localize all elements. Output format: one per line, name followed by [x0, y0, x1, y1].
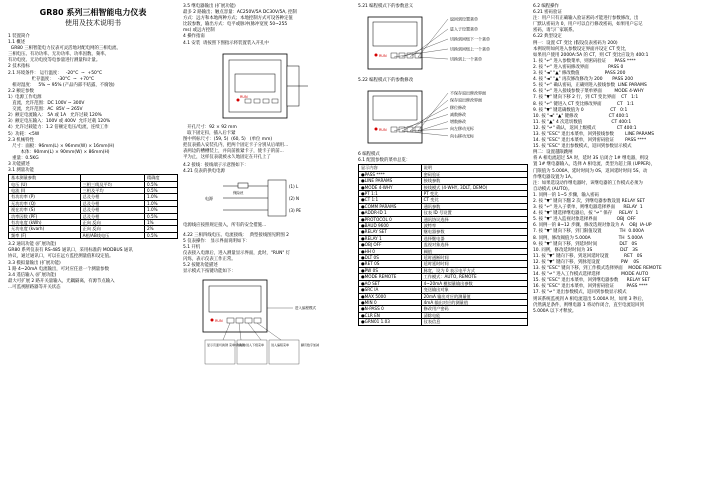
prog-line: 10. 按 "◄" "▲" 键修改 CT 400:1	[533, 113, 629, 119]
install-line: 方式：远方和本地两种方式；本地控制方式可设各种定值	[183, 16, 293, 22]
prog-line: 门限值为 5.000A，延时时间为 0S，返回延时时间 5S，动	[533, 168, 648, 174]
prog-line: 15. 按 "ESC" 退出本菜单，回到继电器参数 RELAY SET	[533, 278, 651, 284]
prog-line: 8. 同例，修改阈值为 5.000A TH 5.000A	[533, 235, 643, 241]
intro-line: 5）功耗：<5W	[8, 131, 40, 137]
callout-label: 返回到设置菜单	[450, 16, 478, 22]
menu-row: ●DLT 0S 延时通断时间	[359, 255, 528, 261]
prog-line: 12. 按 "↵" 确认，返回上级模式 CT 400:1	[533, 125, 637, 131]
wiring-figure	[183, 178, 353, 220]
tail-line: 3.2 通讯功能 (扩展功能)	[8, 242, 57, 248]
operation-line: 闪烁，表示仪表工作正常。	[183, 256, 236, 262]
prog-line: 9. 按 "▼" 键向下移，到延时时间 DLT 0S	[533, 241, 638, 247]
menu-row: ●RELAY 1 选择继电器	[359, 235, 528, 241]
prog-edit-diagram	[358, 87, 528, 149]
tail-line: ...可监视断路器等开关状态	[8, 284, 61, 290]
prog-line: 6.22 典型设定	[533, 34, 562, 40]
prog-line: 3. 按 "↵" 进入子菜单，则继电器选择界面 RELAY 1	[533, 205, 643, 211]
intro-line: GR80 三相智能电力仪表可灵活地对配电网的三相电流、	[8, 46, 121, 52]
callout-label: 进入子设置菜单	[450, 26, 478, 32]
prog-line: 6.21 密码验证	[533, 10, 562, 16]
prog-heading: 5.21 编程模式下的参数意义	[358, 4, 414, 9]
run-label-2: RUN	[215, 319, 223, 324]
prog-line: 置 1# 继电器输入，选择 A 相电流，类型为超上限 (UPPER)，	[533, 162, 656, 168]
prog-line: 8. 按 "↵" 键进入 CT 变比修改界面 CT 1:1	[533, 101, 634, 107]
menu-row: ●PASS **** 密码验证	[359, 171, 528, 177]
intro-line: 2.3 机械特性	[8, 137, 34, 143]
menu-row: ●PW 0S 脉宽，设为 0 表示电平方式	[359, 267, 528, 273]
callout-label: 移位修改	[450, 104, 466, 110]
menu-row: ●CT 1:1 CT 变比	[359, 197, 528, 203]
prog-line: 11. 按 "▲" 4 次选切数值 CT 400:1	[533, 119, 632, 125]
menu-row: ●CLR EN 清除电能	[359, 312, 528, 318]
prog-line: 注：如果选设动作继电器时，该继电器的工作模式必须为	[533, 180, 643, 186]
table-row: 功率因数 (PF) 总及分相 0.5%	[9, 213, 178, 219]
prog-line: 1. 同例一的 1~5 步骤，输入密码	[533, 192, 599, 198]
tail-line: 1 路 4~20mA 电流输出，可对应任意一个测量参数	[8, 266, 109, 272]
prog-line: 例一：设置 CT 变比 (假设仪表密码为 200)	[533, 40, 618, 46]
prog-line: 11. 按 "▼" 键向下移，到返回延时设置 RET 0S	[533, 253, 643, 259]
tail-line: 3.4 遥信输入 (扩展功能)	[8, 272, 57, 278]
prog-line: 自动模式 (AUTO)。	[533, 186, 573, 192]
prog-line: 15. 按 "ESC" 退出参数模式，返回到参数显示模式	[533, 144, 632, 150]
prog-line: 2. 按 "↵" 进入密码修改界面 PASS 0	[533, 64, 624, 70]
menu-row: ●SRC IA 变送输出对象	[359, 287, 528, 293]
enter-mode-label: 进入编程模式	[295, 306, 316, 311]
prog-line: 7. 按 "▼" 键向下移，到门限值设置 TH 0.000A	[533, 229, 644, 235]
operation-line: 5.1 开机	[183, 244, 201, 250]
terminal-2: (2) N	[289, 196, 299, 202]
prog-line: 例二：设置越限跳闸	[533, 150, 573, 156]
callout-label: 保存退出修改界面	[450, 97, 482, 103]
prog-line: 则该系统监视到 A 相电流超出 5.000A 时，如果 3 秒后，	[533, 296, 647, 302]
prog-line: 16. 按 "ESC" 退出本菜单，回到密码验证 PASS ****	[533, 284, 648, 290]
intro-line: 有功电度、无功电度等电参量进行测量和计量。	[8, 58, 101, 64]
table-row: 无功功率 (Q) 总及分相 1.0%	[9, 200, 178, 206]
power-wiring-diagram	[183, 178, 353, 220]
tail-line: 最大可扩展 2 路开关量输入，光耦隔离，有源节点输入	[8, 278, 115, 284]
prog-line: 17. 按 "↵" 退出参数模式，返回到参数显示模式	[533, 290, 627, 296]
callout-label: 减数修改	[450, 112, 466, 118]
power-label: 电源	[205, 196, 213, 202]
intro-line: 2.2 额定参数	[8, 88, 34, 94]
prog-line: 厂默认密码为 0，用户可以自行修改密码，如果用户忘记	[533, 22, 643, 28]
panel-keys-diagram	[183, 278, 353, 370]
prog-line: 6. 按 "↵" 进入接线参数子菜单界面 MODE 4-WHY	[533, 89, 644, 95]
intro-line: 1 装置简介	[8, 34, 30, 39]
menu-row: ●PROTOCOL 0 通讯协议选择	[359, 216, 528, 222]
prog-line: 5. 按 "↵" 确认密码，正确则进入接线参数 LINE PARAMS	[533, 83, 647, 89]
prog-line: 9. 按 "▼" 键选确数值为 0 CT 0:1	[533, 107, 628, 113]
prog-line: 5.000A 以下才释放。	[533, 308, 577, 314]
table-row: 电压 (U) 三相三线及平均 0.5%	[9, 181, 178, 187]
intro-line: 本体：90mm(L) × 90mm(W) × 86mm(H)	[8, 149, 110, 155]
prog-line: 14. 按 "↵" 进入工作模式选择选择 MODE AUTO	[533, 272, 649, 278]
prog-line: 6.2 编程操作	[533, 4, 559, 9]
tail-line: GR80 系列仪表有 RS-485 通讯口，采用标准的 MODBUS 通讯	[8, 248, 133, 254]
doc-subtitle: 使用及技术说明书	[65, 19, 121, 27]
menu-row: ●N-PASS 0 修改用户密码	[359, 306, 528, 312]
operation-text	[183, 233, 353, 276]
intro-line: 1）电源工作电源	[8, 94, 42, 100]
prog-line: 14. 按 "ESC" 退出本菜单，回到密码验证 PASS ****	[533, 138, 647, 144]
wiring-text	[183, 163, 353, 175]
install-note-line: 平为止，这样仪表就被永久地固定在开孔上了	[183, 155, 271, 161]
key-left[interactable]	[236, 318, 243, 323]
operation-line: 4.22 三相四线电压、电流接线： 典型接线图见附图 2	[183, 232, 289, 238]
install-line: ms) 或远方控制	[183, 28, 215, 34]
prog-keys-diagram	[358, 13, 528, 75]
prog-line: 7. 按 "▼" 键向下移 2 行，到 CT 变比界面 CT 1:1	[533, 95, 639, 101]
run-label: RUN	[240, 94, 248, 99]
key-note-1: 显示页面切换键 菜单/确认键	[207, 343, 245, 348]
menu-row: ●LINE PARAMS 接线参数	[359, 178, 528, 184]
prog-line: 4. 按 "◄" "▲" 再次修改修改为 200 PASS 200	[533, 77, 633, 83]
install-note-line: 把仪表插入安装孔内，把两个固定卡子分别从后端用...	[183, 142, 289, 148]
table-row: 无功电度 (kvarh) 正向 反向 2%	[9, 226, 178, 232]
intro-line: 直流，允许范围：DC 100V ~ 300V	[8, 101, 85, 107]
key-note-4: 翻页数字加减	[301, 343, 320, 348]
prog-line: 将 A 相电流超过 5A 时，延时 3S 后闭合 1# 继电器，则设	[533, 156, 649, 162]
prog-line: 仍然满足条件，则继电器 1 将动作闭合，直至电流返回到	[533, 302, 644, 308]
intro-line: 三相电压、有功功率、无功功率、功率因数、频率、	[8, 52, 109, 58]
column-3	[358, 0, 528, 504]
menu-row: ●MODE 4-WHY 接线模式 (4-WHY, 3DLT, DEMO)	[359, 184, 528, 190]
menu-row: ●OBJ OFF 监视对象选择	[359, 242, 528, 248]
tail-line: 协议，通过通讯口，可以在远方监控测量值和设定值。	[8, 254, 114, 260]
key-figure	[183, 278, 353, 370]
intro-line: 3 功能描述	[8, 161, 30, 167]
menu-row: ●ADDR-ID 1 仪表 ID 号设置	[359, 210, 528, 216]
menu-row: ●HH 0 阈值	[359, 248, 528, 254]
prog-line: 密码，请与厂家联系。	[533, 28, 577, 34]
table-row: 视在功率 (S) 总及分相 1.0%	[9, 207, 178, 213]
intro-line: 2 技术指标	[8, 64, 30, 70]
intro-line: 重量：0.5KG	[8, 155, 39, 161]
callout-label: 切换到同级下一个菜单	[450, 36, 490, 42]
menu-row: ●MAX 5000 20mA 输出对应的测量值	[359, 293, 528, 299]
column-2	[183, 0, 353, 504]
meter-install-diagram	[183, 50, 353, 122]
callout-label: 切换到同级上一个菜单	[450, 46, 490, 52]
operation-line: 仪表接入电源后，进入测量显示界面，此时，"RUN" 灯	[183, 250, 291, 256]
intro-line: 3）额定电压输入：100V 或 400V 允许过载 120%	[8, 119, 111, 125]
key-note-3: 进入编程菜单	[271, 343, 290, 348]
terminal-3: (3) PE	[289, 208, 301, 214]
prog-line: 13. 按 "ESC" 键向下移，到工作模式选择界面 MODE REMOTE	[533, 266, 662, 272]
menu-header: 显示内容 说明	[359, 165, 528, 171]
intro-line: 3.1 测量功能	[8, 168, 34, 174]
key-enter[interactable]	[254, 318, 261, 323]
operation-line: 5 仪表操作： 显示界面说明如下：	[183, 238, 251, 244]
install-figure	[183, 50, 353, 122]
programming-text	[533, 4, 709, 315]
prog-heading-2: 5.22 编程模式下的参数修改	[358, 78, 414, 84]
install-line: 4.1 安装 请按照下图指示将装置装入开孔中	[183, 40, 269, 46]
prog-line: 1. 按 "↵" 进入参数菜单，则密码验证 PASS ****	[533, 58, 636, 64]
prog-figure-2	[358, 87, 528, 149]
operation-line: 显示模式下按键功能如下：	[183, 269, 236, 275]
operation-line: 5.2 按键功能描述	[183, 262, 218, 268]
wiring-note: 电源线应按照规定接入，所有的安全措施...	[183, 223, 267, 229]
table-row: 电流 (I) 三相及平均 0.5%	[9, 187, 178, 193]
key-esc[interactable]	[227, 318, 234, 323]
prog-line: 2. 按 "▼" 键向下翻 2 次，到继电器参数设置 RELAY SET	[533, 199, 645, 204]
callout-label: 增数修改	[450, 119, 466, 125]
wiring-line: 4.21 仪表的供电电源	[183, 169, 225, 175]
callout-label: 切换到上一个菜单	[450, 56, 482, 62]
prog-line: 本例说明如何进入参数设定界面并设定 CT 变比，	[533, 46, 630, 52]
menu-row: ●RET 0S 延时延时时间	[359, 261, 528, 267]
menu-row: ●GRN01 1.03 仪表信息	[359, 319, 528, 325]
install-text	[183, 4, 353, 47]
callout-label: 向左移动光标	[450, 126, 474, 132]
install-notes	[183, 125, 353, 162]
section-6: 6 编程模式	[358, 152, 380, 158]
callout-label: 不保存退出修改界面	[450, 90, 486, 96]
install-line: 4 操作指南	[183, 34, 205, 40]
menu-row: ●RELAY SET 继电器参数	[359, 229, 528, 235]
prog-line: 10. 同例，修改延时时间为 3S DLT 3S	[533, 247, 638, 253]
column-1	[8, 0, 178, 504]
intro-text	[8, 34, 178, 174]
run-label-4: RUN	[379, 128, 387, 133]
prog-line: 如果用户使用 2000A:5A 的 CT，则 CT 变比应设为 400:1	[533, 52, 649, 58]
menu-row: ●MODE REMOTE 工作模式：AUTO, REMOTE	[359, 274, 528, 280]
menu-row: ●MIN 0 4mA 输出对应的测量值	[359, 299, 528, 305]
intro-line: 2）额定电流输入： 5A 或 1A 允许过载 120%	[8, 113, 102, 119]
menu-row: ●COMM PARAMS 通讯参数	[359, 203, 528, 209]
table-row: 有功电度 (kWh) 正向 反向 1%	[9, 220, 178, 226]
column-4	[533, 0, 709, 504]
intro-line: 尺寸：面板：96mm(L) × 96mm(W) × 16mm(H)	[8, 143, 115, 149]
run-label-3: RUN	[379, 54, 387, 59]
menu-row: ●AO SET 4~20mA 模拟量输出参数	[359, 280, 528, 286]
terminal-1: (1) L	[289, 184, 299, 190]
intro-line: 贮存温度： -30°C ~ +70°C	[8, 76, 95, 82]
key-note-2: 确认/进入下级菜单	[239, 343, 265, 348]
menu-row: ●PT 1:1 PT 变比	[359, 191, 528, 197]
wiring-line: 4.2 接线：接线端子示意图如下：	[183, 163, 249, 169]
menu-table	[358, 164, 528, 325]
prog-line: 6. 同例一的 8~12 步骤，修改选规对象设为 A OBJ IA-UP	[533, 223, 652, 229]
prog-line: 作继电器设置为 1A。	[533, 174, 576, 180]
fuse-label: 保险丝	[233, 191, 244, 196]
intro-line: 相对湿度： 5% ~ 95% (产品内部不结露，不腐蚀)	[8, 82, 115, 88]
intro-line: 交流，允许范围：AC 85V ~ 265V	[8, 107, 83, 113]
doc-title: GR80 系列三相智能电力仪表	[39, 8, 147, 17]
intro-line: 2.1 环境条件： 运行温度： -20°C ~ +50°C	[8, 70, 103, 76]
tail-line: 3.3 模拟量输出 (扩展功能)	[8, 260, 61, 266]
callout-label: 向右移动光标	[450, 133, 474, 139]
section-6-1: 6.1 配置参数的菜单总览：	[358, 158, 411, 164]
intro-line: 4）允许过载能力：1.2 倍额定电压/电流，连续工作	[8, 125, 109, 131]
install-line: 3.5 继电器输出 (扩展功能)	[183, 4, 236, 9]
prog-figure-1	[358, 13, 528, 75]
table-row: 有功功率 (P) 总及分相 1.0%	[9, 194, 178, 200]
install-note-line: 开孔尺寸：92 × 92 mm	[183, 124, 237, 130]
table-header: 基本测量参数 精确度	[9, 175, 178, 181]
measure-table	[8, 174, 178, 239]
prog-line: 注：用户只有正确输入验证密码才能进行参数修改，出	[533, 16, 639, 22]
prog-line: 12. 按 "▼" 键向下移，到脉宽设置 PW 0S	[533, 259, 639, 265]
intro-line: 1.1 概述	[8, 40, 26, 46]
menu-row: ●BAUD 9600 波特率	[359, 223, 528, 229]
install-note-line: 图中所标尺寸：(59, 5) (60, 5) (单位 mm)	[183, 136, 273, 142]
prog-line: 3. 按 "◄" "▲" 修改数值 PASS 200	[533, 71, 626, 77]
prog-line: 13. 按 "ESC" 退出本菜单，回到接线参数 LINE PARAMS	[533, 131, 655, 137]
key-up[interactable]	[245, 318, 252, 323]
prog-line: 4. 按 "▼" 键选择继电器后，按 "↵" 保存 RELAY 1	[533, 211, 639, 217]
install-line: 比较参数，输出方式：电平或脉冲(脉冲宽度 50~255	[183, 22, 288, 28]
prog-line: 5. 按 "▼" 进入监视对象选择界面 OBJ OFF	[533, 217, 636, 223]
tail-text	[8, 242, 178, 291]
table-row: 频率 (F) A相/AB线电压 0.5%	[9, 232, 178, 238]
install-note-line: 表两边的槽槽装上，并向前推紧卡子，使卡子的前...	[183, 149, 284, 155]
install-line: 最多 2 路输出；触点容量：AC250V/5A DC30V/5A, 控制	[183, 10, 297, 16]
install-note-line: 取下固定扣，插入后卡紧	[183, 130, 236, 136]
